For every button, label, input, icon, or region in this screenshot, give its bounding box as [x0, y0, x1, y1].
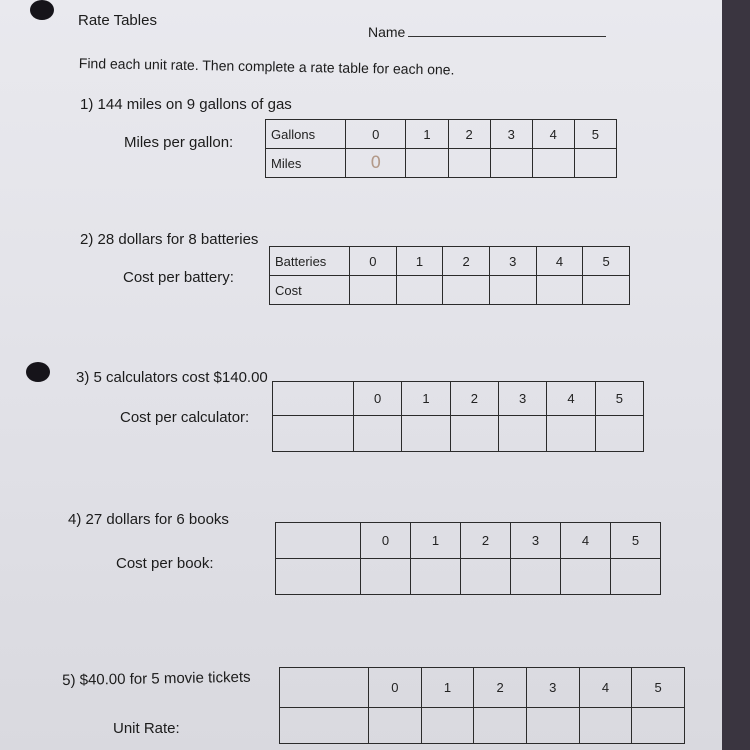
rate-table-4	[275, 522, 661, 595]
answer-cell[interactable]	[583, 276, 630, 305]
answer-cell[interactable]	[547, 416, 595, 452]
answer-cell[interactable]	[632, 708, 685, 744]
rate-table-3	[272, 381, 644, 452]
col-header: 0	[361, 523, 411, 559]
col-header: 5	[611, 523, 661, 559]
problem-3-unit-label: Cost per calculator:	[120, 409, 250, 426]
row-header	[276, 523, 361, 559]
answer-cell[interactable]	[354, 416, 402, 452]
answer-cell[interactable]	[443, 276, 490, 305]
row-header	[273, 416, 354, 452]
name-line	[408, 36, 606, 37]
answer-cell[interactable]	[411, 559, 461, 595]
row-header: Miles	[266, 149, 346, 178]
handwritten-answer: 0	[370, 153, 382, 173]
answer-cell[interactable]	[361, 559, 411, 595]
binder-hole-top	[30, 0, 54, 20]
rate-table-1	[265, 119, 617, 178]
problem-5-unit-label: Unit Rate:	[113, 720, 180, 737]
answer-cell[interactable]	[511, 559, 561, 595]
problem-1-unit-label: Miles per gallon:	[124, 134, 234, 151]
answer-cell[interactable]	[474, 708, 527, 744]
answer-cell[interactable]	[369, 708, 422, 744]
row-header	[276, 559, 361, 595]
row-header	[280, 708, 369, 744]
col-header: 5	[574, 120, 616, 149]
answer-cell[interactable]	[406, 149, 448, 178]
answer-cell[interactable]	[611, 559, 661, 595]
problem-1-question: 1) 144 miles on 9 gallons of gas	[80, 96, 292, 113]
col-header: 2	[448, 120, 490, 149]
col-header: 1	[402, 382, 450, 416]
answer-cell[interactable]	[448, 149, 490, 178]
answer-cell[interactable]	[579, 708, 632, 744]
col-header: 0	[369, 668, 422, 708]
answer-cell[interactable]	[574, 149, 616, 178]
col-header: 0	[354, 382, 402, 416]
answer-cell[interactable]	[396, 276, 443, 305]
answer-cell[interactable]	[561, 559, 611, 595]
answer-cell[interactable]	[489, 276, 536, 305]
row-header: Cost	[270, 276, 350, 305]
row-header: Gallons	[266, 120, 346, 149]
problem-4-question: 4) 27 dollars for 6 books	[68, 511, 229, 528]
col-header: 4	[547, 382, 595, 416]
row-header	[273, 382, 354, 416]
col-header: 1	[421, 668, 474, 708]
rate-table-2	[269, 246, 630, 305]
col-header: 3	[511, 523, 561, 559]
col-header: 5	[583, 247, 630, 276]
col-header: 4	[532, 120, 574, 149]
col-header: 0	[346, 120, 406, 149]
instructions: Find each unit rate. Then complete a rate table for each one.	[78, 55, 455, 78]
col-header: 3	[490, 120, 532, 149]
answer-cell[interactable]	[532, 149, 574, 178]
col-header: 4	[579, 668, 632, 708]
problem-5-question: 5) $40.00 for 5 movie tickets	[62, 668, 251, 689]
problem-2-unit-label: Cost per battery:	[123, 269, 234, 286]
col-header: 2	[450, 382, 498, 416]
answer-cell[interactable]	[350, 276, 397, 305]
name-label: Name	[368, 24, 406, 40]
answer-cell[interactable]	[536, 276, 583, 305]
binder-hole-middle	[26, 362, 50, 382]
problem-4-unit-label: Cost per book:	[116, 555, 214, 572]
answer-cell[interactable]	[421, 708, 474, 744]
row-header	[280, 668, 369, 708]
col-header: 1	[406, 120, 448, 149]
col-header: 4	[561, 523, 611, 559]
col-header: 4	[536, 247, 583, 276]
col-header: 5	[595, 382, 643, 416]
problem-3-question: 3) 5 calculators cost $140.00	[76, 369, 268, 386]
answer-cell[interactable]	[461, 559, 511, 595]
answer-cell[interactable]	[526, 708, 579, 744]
problem-2-question: 2) 28 dollars for 8 batteries	[80, 231, 259, 248]
col-header: 2	[461, 523, 511, 559]
col-header: 0	[350, 247, 397, 276]
rate-table-5	[279, 667, 685, 744]
col-header: 1	[396, 247, 443, 276]
worksheet-title: Rate Tables	[78, 12, 157, 29]
col-header: 5	[632, 668, 685, 708]
col-header: 3	[526, 668, 579, 708]
row-header: Batteries	[270, 247, 350, 276]
col-header: 1	[411, 523, 461, 559]
col-header: 3	[498, 382, 546, 416]
answer-cell[interactable]	[490, 149, 532, 178]
answer-cell[interactable]	[346, 149, 406, 178]
answer-cell[interactable]	[498, 416, 546, 452]
col-header: 2	[443, 247, 490, 276]
answer-cell[interactable]	[450, 416, 498, 452]
answer-cell[interactable]	[402, 416, 450, 452]
answer-cell[interactable]	[595, 416, 643, 452]
col-header: 2	[474, 668, 527, 708]
col-header: 3	[489, 247, 536, 276]
